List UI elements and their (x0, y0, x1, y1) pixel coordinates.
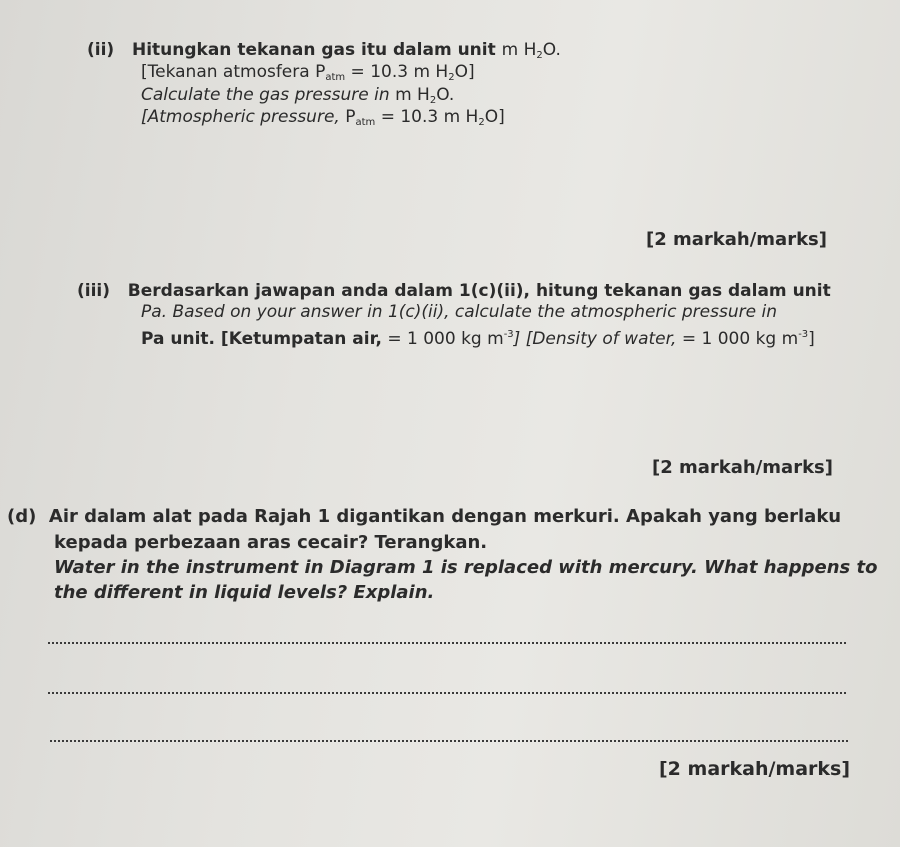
question-d-number: (d) (7, 506, 37, 527)
question-d-line3: Water in the instrument in Diagram 1 is replaced with mercury. What happens to (54, 557, 878, 578)
question-d-line2: kepada perbezaan aras cecair? Terangkan. (54, 532, 488, 553)
question-iii-marks: [2 markah/marks] (652, 457, 833, 478)
question-ii-line4: [Atmospheric pressure, $P_{atm} = 10.3$ m $H_2O$] (141, 107, 505, 128)
question-d-marks: [2 markah/marks] (659, 758, 851, 780)
question-ii-marks: [2 markah/marks] (646, 229, 827, 250)
question-iii-number: (iii) (77, 281, 111, 301)
answer-line-1[interactable] (48, 642, 846, 644)
question-ii-line3: Calculate the gas pressure in m $H_2O$. (141, 85, 455, 106)
question-iii-line3: Pa unit. [Ketumpatan air, = 1 000 kg $m^{-3}$] [Density of water, = 1 000 kg $m^{-3}$] (141, 329, 815, 349)
question-d-line4: the different in liquid levels? Explain. (54, 582, 435, 603)
answer-line-2[interactable] (48, 692, 846, 694)
question-ii-line2: [Tekanan atmosfera $P_{atm} = 10.3$ m $H_2O$] (141, 62, 475, 83)
question-ii-line1: (ii) Hitungkan tekanan gas itu dalam unit m $H_2O$. (87, 40, 561, 61)
answer-line-3[interactable] (50, 740, 848, 742)
question-iii-line2: Pa. Based on your answer in 1(c)(ii), calculate the atmospheric pressure in (141, 302, 777, 322)
question-iii-line1: (iii) Berdasarkan jawapan anda dalam 1(c)(ii), hitung tekanan gas dalam unit (77, 281, 831, 301)
question-ii-number: (ii) (87, 40, 115, 60)
question-d-line1: (d) Air dalam alat pada Rajah 1 digantikan dengan merkuri. Apakah yang berlaku (7, 506, 842, 527)
